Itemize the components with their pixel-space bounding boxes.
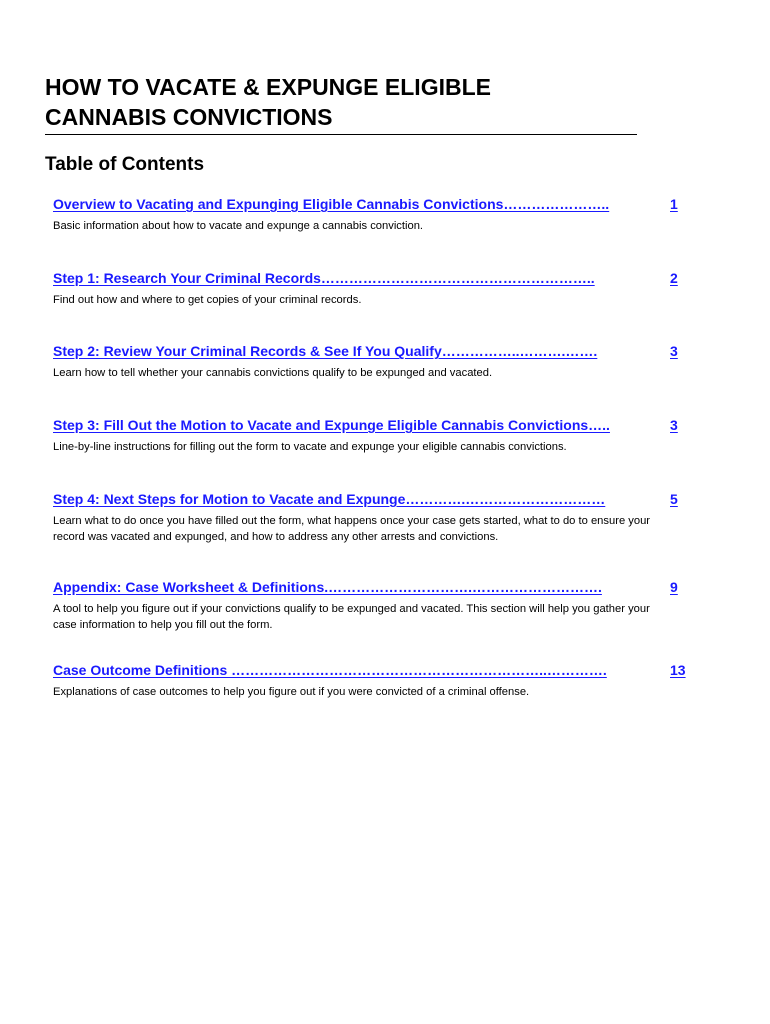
document-title (45, 72, 637, 135)
toc-description-overview: Basic information about how to vacate and expunge a cannabis conviction. (53, 220, 424, 232)
document-title-line-2: CANNABIS CONVICTIONS (45, 104, 333, 130)
toc-link-case-outcome-definitions[interactable]: Case Outcome Definitions …………………………………………………………..…………. (53, 662, 607, 678)
toc-entry-appendix (53, 577, 693, 633)
toc-description-appendix: A tool to help you figure out if your convictions qualify to be expunged and vacated. This section will help you gather your case information to help you fill out the form. (53, 603, 650, 631)
toc-entry-step-1 (53, 268, 693, 308)
toc-page-number-step-2[interactable]: 3 (670, 343, 678, 359)
toc-entry-step-2 (53, 341, 693, 381)
toc-description-step-1: Find out how and where to get copies of your criminal records. (53, 294, 362, 306)
toc-link-step-2[interactable]: Step 2: Review Your Criminal Records & See If You Qualify……………..……….……. (53, 343, 598, 359)
toc-entry-overview (53, 194, 693, 234)
toc-page-number-overview[interactable]: 1 (670, 196, 678, 212)
document-title-line-1: HOW TO VACATE & EXPUNGE ELIGIBLE (45, 74, 491, 100)
toc-link-step-4[interactable]: Step 4: Next Steps for Motion to Vacate and Expunge………….………………………… (53, 491, 606, 507)
toc-entry-case-outcome-definitions (53, 660, 693, 700)
toc-description-step-3: Line-by-line instructions for filling out the form to vacate and expunge your eligible cannabis convictions. (53, 441, 567, 453)
toc-page-number-case-outcome-definitions[interactable]: 13 (670, 662, 686, 678)
toc-description-case-outcome-definitions: Explanations of case outcomes to help you figure out if you were convicted of a criminal offense. (53, 686, 530, 698)
toc-description-step-2: Learn how to tell whether your cannabis convictions qualify to be expunged and vacated. (53, 367, 493, 379)
toc-entry-step-3 (53, 415, 693, 455)
toc-entry-step-4 (53, 489, 693, 545)
toc-description-step-4: Learn what to do once you have filled out the form, what happens once your case gets started, what to do to ensure your record was vacated and expunged, and how to address any other arrests and convictions. (53, 515, 651, 543)
toc-page-number-step-1[interactable]: 2 (670, 270, 678, 286)
toc-page-number-appendix[interactable]: 9 (670, 579, 678, 595)
toc-page-number-step-4[interactable]: 5 (670, 491, 678, 507)
toc-link-overview[interactable]: Overview to Vacating and Expunging Eligible Cannabis Convictions………………….. (53, 196, 610, 212)
toc-page-number-step-3[interactable]: 3 (670, 417, 678, 433)
toc-heading: Table of Contents (45, 154, 205, 175)
toc-link-step-1[interactable]: Step 1: Research Your Criminal Records………………………………………………….. (53, 270, 595, 286)
toc-link-appendix[interactable]: Appendix: Case Worksheet & Definitions.………………………….………………………. (53, 579, 602, 595)
toc-link-step-3[interactable]: Step 3: Fill Out the Motion to Vacate and Expunge Eligible Cannabis Convictions….. (53, 417, 610, 433)
